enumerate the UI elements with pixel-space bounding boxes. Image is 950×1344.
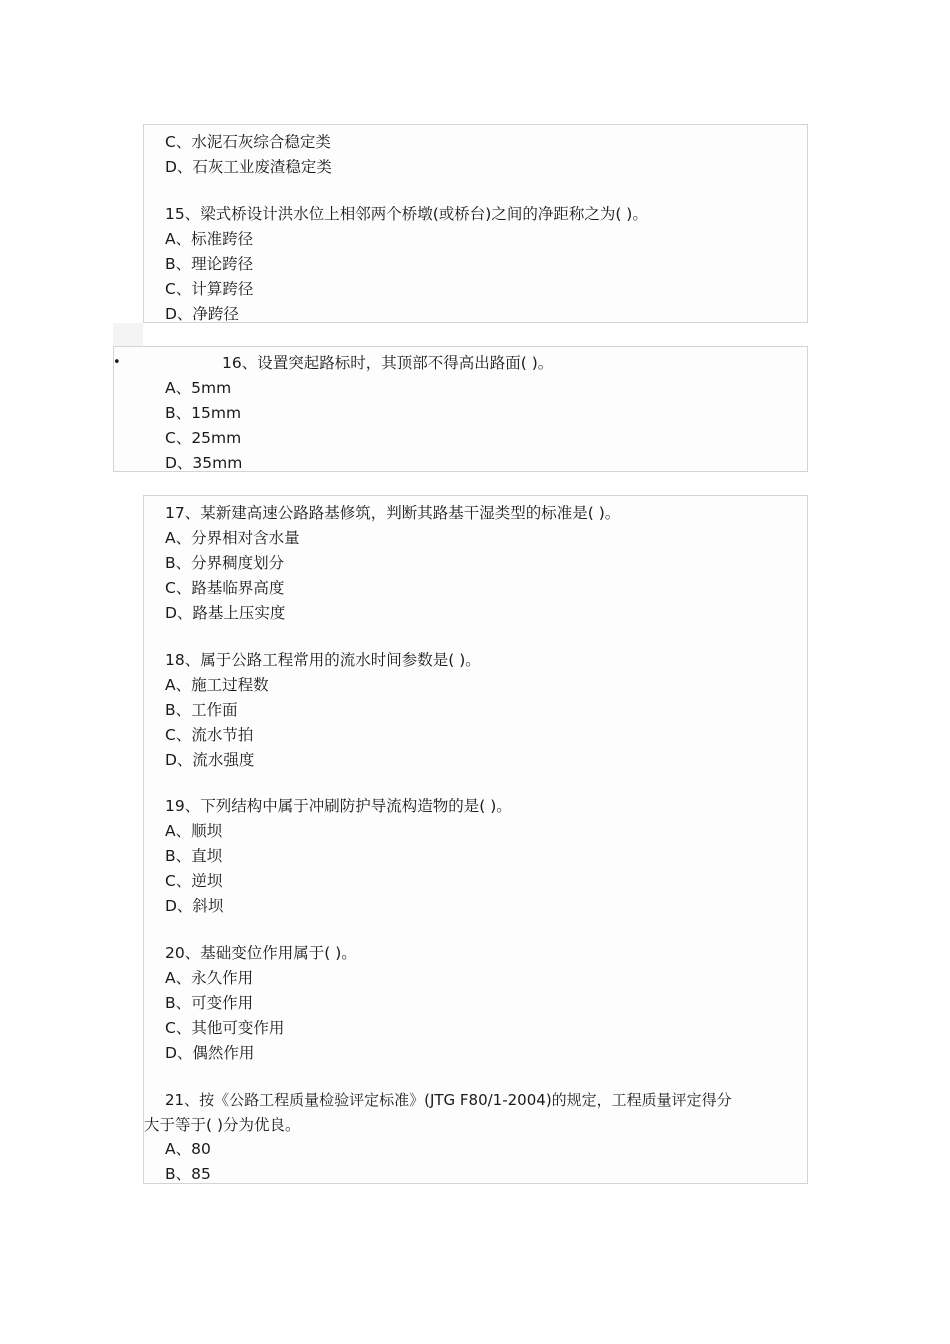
question-18-option-a: A、施工过程数: [165, 676, 269, 694]
question-15-stem: 15、梁式桥设计洪水位上相邻两个桥墩(或桥台)之间的净距称之为( )。: [165, 205, 648, 223]
question-17-option-a: A、分界相对含水量: [165, 529, 300, 547]
list-indent-shade: [113, 323, 143, 346]
question-19-option-b: B、直坝: [165, 847, 223, 865]
question-17-option-b: B、分界稠度划分: [165, 554, 285, 572]
question-16-stem: 16、设置突起路标时，其顶部不得高出路面( )。: [222, 354, 554, 372]
question-block-3: [143, 495, 808, 1184]
question-21-stem-line1: 21、按《公路工程质量检验评定标准》(JTG F80/1-2004)的规定，工程质量评定得分: [165, 1091, 732, 1109]
question-19-option-d: D、斜坝: [165, 897, 224, 915]
question-19-option-a: A、顺坝: [165, 822, 223, 840]
question-18-option-b: B、工作面: [165, 701, 238, 719]
question-15-option-b: B、理论跨径: [165, 255, 254, 273]
list-bullet: •: [113, 355, 121, 370]
question-16-option-c: C、25mm: [165, 429, 242, 447]
question-20-option-a: A、永久作用: [165, 969, 254, 987]
question-19-option-c: C、逆坝: [165, 872, 223, 890]
question-16-option-d: D、35mm: [165, 454, 243, 472]
question-15-option-a: A、标准跨径: [165, 230, 254, 248]
question-16-option-a: A、5mm: [165, 379, 232, 397]
question-17-option-c: C、路基临界高度: [165, 579, 285, 597]
question-21-option-a: A、80: [165, 1140, 211, 1158]
question-20-option-d: D、偶然作用: [165, 1044, 255, 1062]
question-21-option-b: B、85: [165, 1165, 211, 1183]
option-prev-d: D、石灰工业废渣稳定类: [165, 158, 332, 176]
question-15-option-d: D、净跨径: [165, 305, 239, 323]
question-17-option-d: D、路基上压实度: [165, 604, 286, 622]
question-15-option-c: C、计算跨径: [165, 280, 254, 298]
question-19-stem: 19、下列结构中属于冲刷防护导流构造物的是( )。: [165, 797, 512, 815]
question-20-option-c: C、其他可变作用: [165, 1019, 285, 1037]
question-17-stem: 17、某新建高速公路路基修筑，判断其路基干湿类型的标准是( )。: [165, 504, 621, 522]
question-16-option-b: B、15mm: [165, 404, 242, 422]
question-21-stem-line2: 大于等于( )分为优良。: [144, 1116, 301, 1134]
question-20-option-b: B、可变作用: [165, 994, 254, 1012]
question-18-option-c: C、流水节拍: [165, 726, 254, 744]
question-20-stem: 20、基础变位作用属于( )。: [165, 944, 357, 962]
question-18-option-d: D、流水强度: [165, 751, 255, 769]
question-18-stem: 18、属于公路工程常用的流水时间参数是( )。: [165, 651, 481, 669]
option-prev-c: C、水泥石灰综合稳定类: [165, 133, 331, 151]
